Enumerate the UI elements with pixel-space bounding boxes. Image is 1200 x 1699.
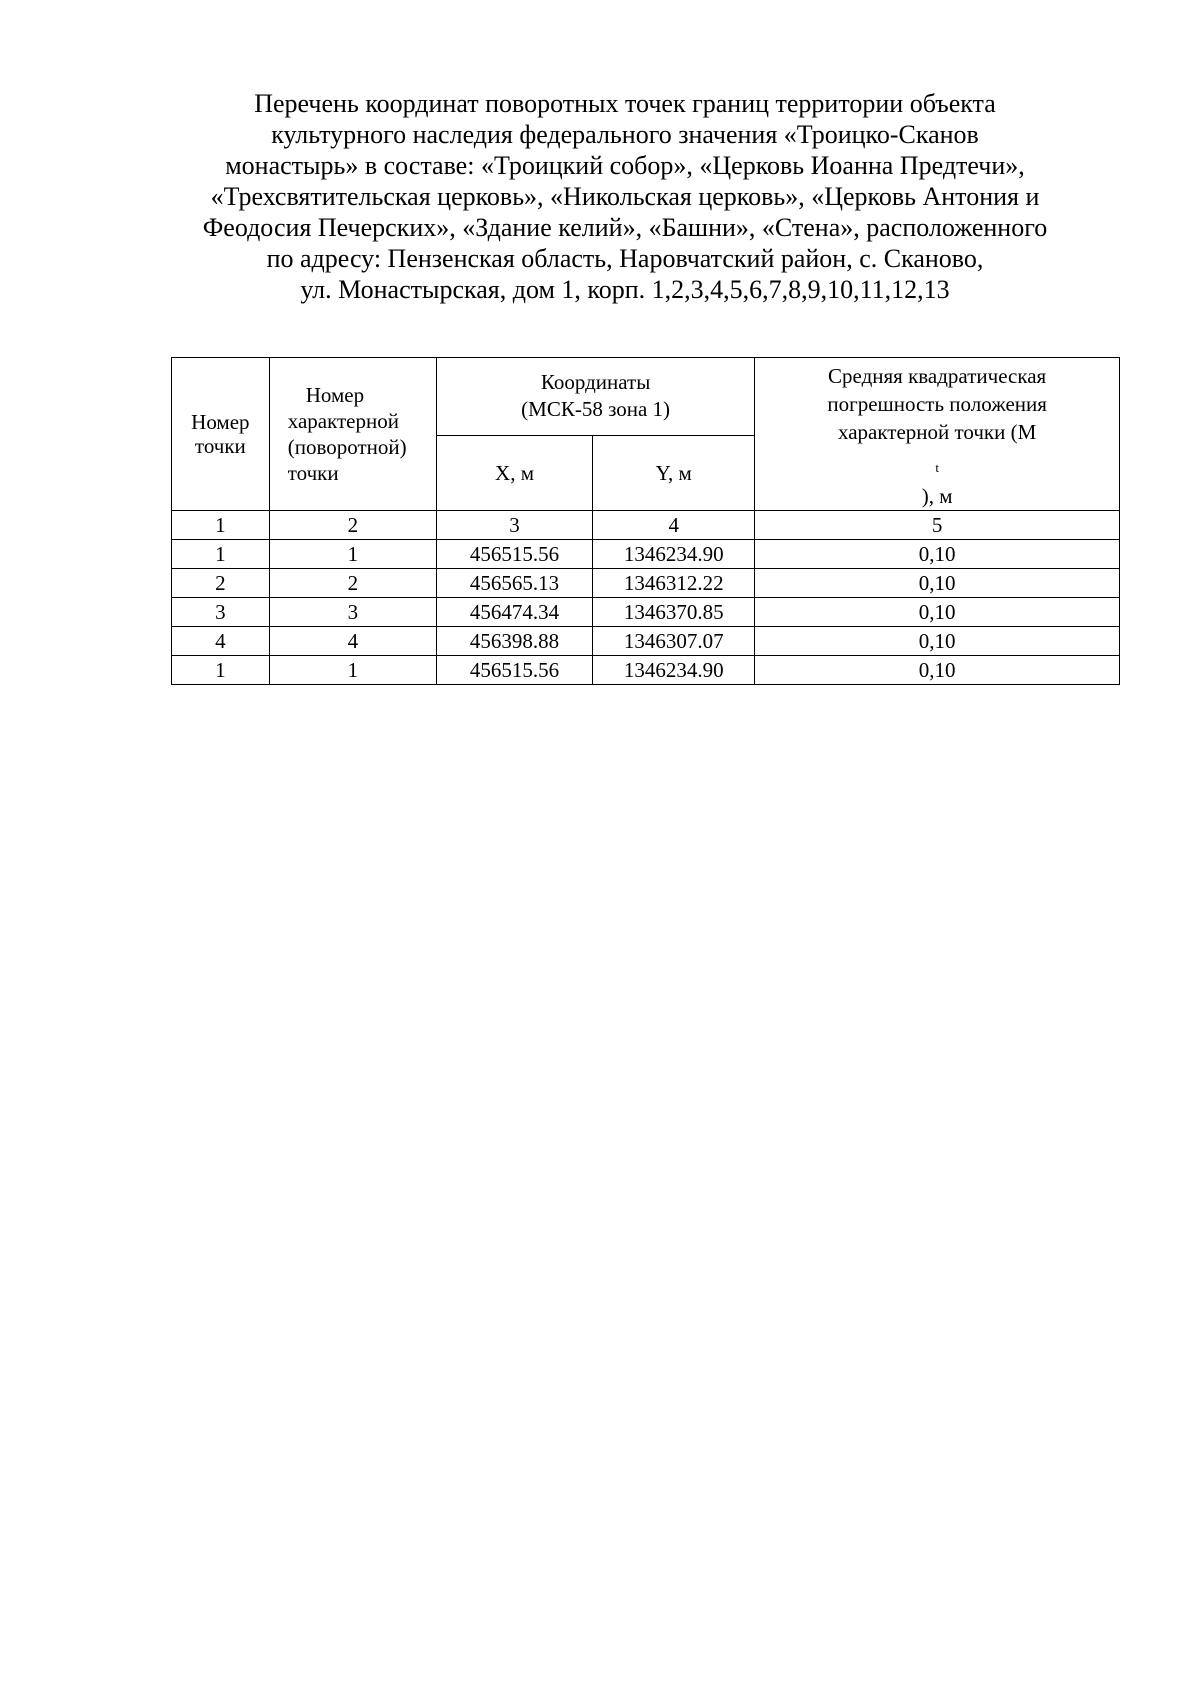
cell-point: 1 bbox=[172, 540, 270, 569]
column-number: 4 bbox=[593, 511, 755, 540]
cell-point: 2 bbox=[172, 569, 270, 598]
header-text: (МСК-58 зона 1) bbox=[521, 397, 671, 422]
title-line: монастырь» в составе: «Троицкий собор», «Церковь Иоанна Предтечи», bbox=[225, 151, 1025, 180]
title-line: по адресу: Пензенская область, Наровчатский район, с. Сканово, bbox=[266, 244, 984, 273]
title-line: «Трехсвятительская церковь», «Никольская церковь», «Церковь Антония и bbox=[210, 182, 1040, 211]
header-text: Номер bbox=[191, 410, 250, 435]
column-number: 5 bbox=[755, 511, 1120, 540]
cell-x: 456398.88 bbox=[436, 627, 592, 656]
title-line: культурного наследия федерального значения «Троицко-Сканов bbox=[271, 120, 979, 149]
header-text: Средняя квадратическая bbox=[828, 364, 1047, 388]
document-title bbox=[160, 88, 1090, 305]
table-row bbox=[172, 540, 1120, 569]
header-y: Y, м bbox=[593, 435, 755, 510]
cell-point: 1 bbox=[172, 656, 270, 685]
header-accuracy bbox=[755, 358, 1120, 511]
header-subscript: t bbox=[935, 460, 939, 476]
header-text: Координаты bbox=[540, 370, 651, 395]
cell-y: 1346234.90 bbox=[593, 540, 755, 569]
table-row bbox=[172, 627, 1120, 656]
header-point-number bbox=[172, 358, 270, 511]
column-number: 1 bbox=[172, 511, 270, 540]
header-text: погрешность положения bbox=[827, 392, 1047, 416]
header-char-point-number bbox=[269, 358, 436, 511]
cell-point: 4 bbox=[172, 627, 270, 656]
cell-x: 456515.56 bbox=[436, 656, 592, 685]
title-line: ул. Монастырская, дом 1, корп. 1,2,3,4,5,6,7,8,9,10,11,12,13 bbox=[300, 275, 950, 304]
header-text: точки bbox=[194, 434, 246, 459]
header-x: X, м bbox=[436, 435, 592, 510]
title-line: Феодосия Печерских», «Здание келий», «Башни», «Стена», расположенного bbox=[202, 213, 1048, 242]
title-line: Перечень координат поворотных точек границ территории объекта bbox=[254, 89, 996, 118]
column-number: 2 bbox=[269, 511, 436, 540]
cell-accuracy: 0,10 bbox=[755, 656, 1120, 685]
column-number: 3 bbox=[436, 511, 592, 540]
cell-char-point: 1 bbox=[269, 540, 436, 569]
header-text: характерной bbox=[287, 409, 399, 434]
cell-char-point: 3 bbox=[269, 598, 436, 627]
header-coordinates bbox=[436, 358, 754, 436]
cell-char-point: 4 bbox=[269, 627, 436, 656]
header-text: (поворотной) bbox=[287, 435, 407, 460]
column-number-row bbox=[172, 511, 1120, 540]
table-row bbox=[172, 656, 1120, 685]
header-text: точки bbox=[287, 461, 339, 486]
cell-char-point: 2 bbox=[269, 569, 436, 598]
cell-y: 1346312.22 bbox=[593, 569, 755, 598]
cell-x: 456515.56 bbox=[436, 540, 592, 569]
cell-y: 1346370.85 bbox=[593, 598, 755, 627]
cell-y: 1346307.07 bbox=[593, 627, 755, 656]
cell-x: 456474.34 bbox=[436, 598, 592, 627]
cell-accuracy: 0,10 bbox=[755, 540, 1120, 569]
cell-accuracy: 0,10 bbox=[755, 598, 1120, 627]
cell-accuracy: 0,10 bbox=[755, 627, 1120, 656]
table-row bbox=[172, 569, 1120, 598]
header-text: Номер bbox=[305, 383, 365, 408]
cell-y: 1346234.90 bbox=[593, 656, 755, 685]
cell-accuracy: 0,10 bbox=[755, 569, 1120, 598]
header-text-part: характерной точки (M bbox=[837, 420, 1037, 444]
header-text bbox=[757, 418, 1117, 510]
table-row bbox=[172, 598, 1120, 627]
table-header-row bbox=[172, 358, 1120, 436]
cell-x: 456565.13 bbox=[436, 569, 592, 598]
cell-char-point: 1 bbox=[269, 656, 436, 685]
cell-point: 3 bbox=[172, 598, 270, 627]
coordinates-table bbox=[171, 357, 1120, 685]
header-text-part: ), м bbox=[921, 484, 953, 509]
